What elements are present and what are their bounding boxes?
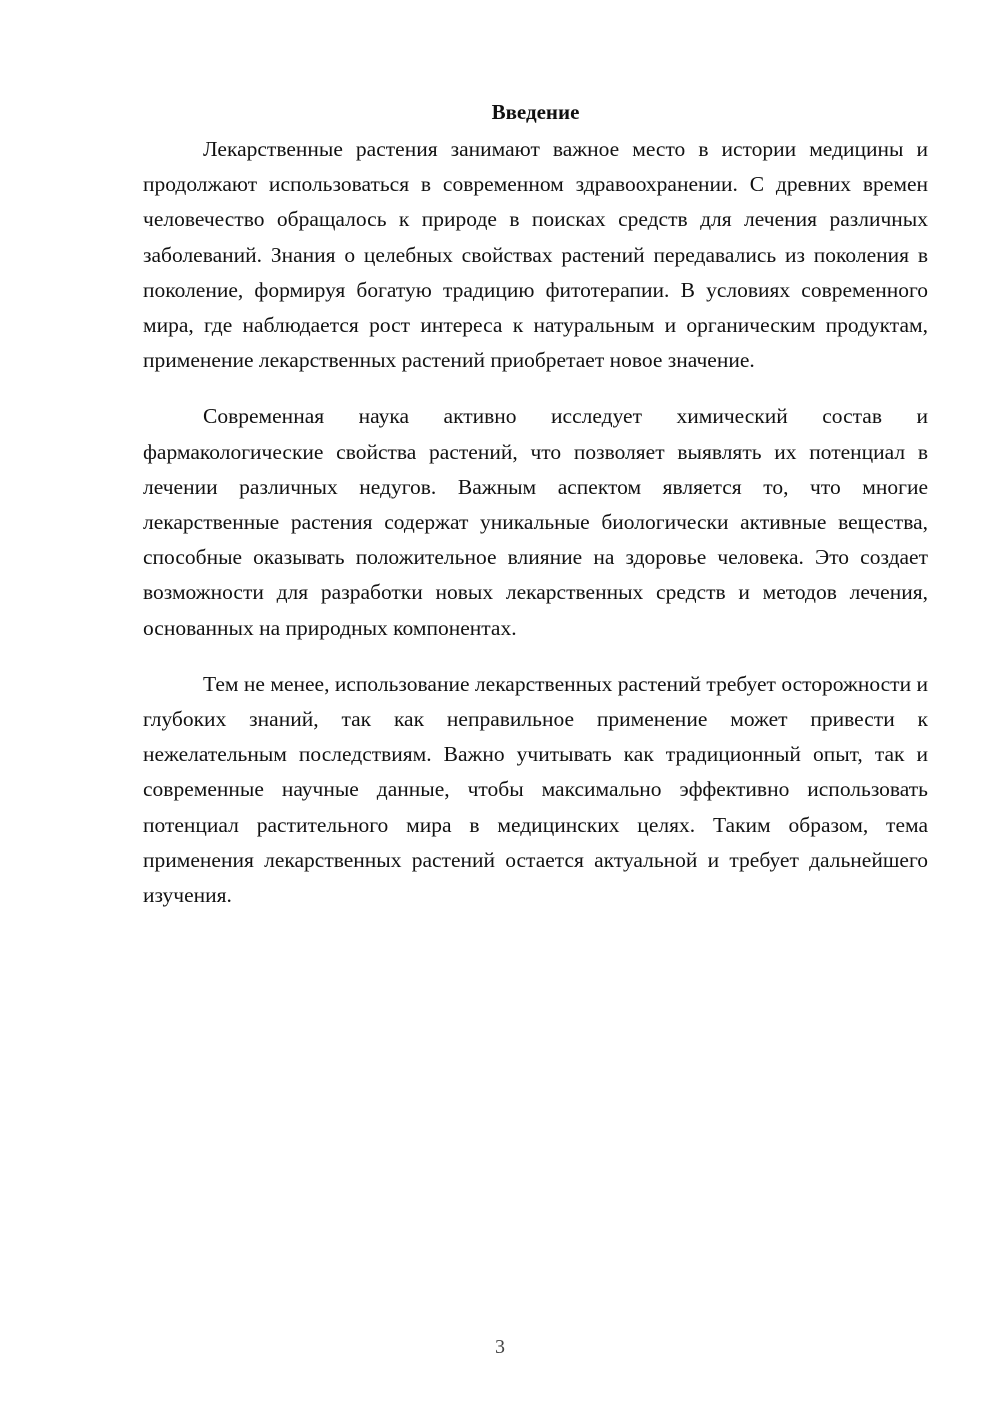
page-content bbox=[143, 96, 928, 913]
paragraph: Лекарственные растения занимают важное место в истории медицины и продолжают использоваться в современном здравоохранении. С древних времен человечество обращалось к природе в поисках средств для лечения различных заболеваний. Знания о целебных свойствах растений передавались из поколения в поколение, формируя богатую традицию фитотерапии. В условиях современного мира, где наблюдается рост интереса к натуральным и органическим продуктам, применение лекарственных растений приобретает новое значение. bbox=[143, 137, 928, 373]
paragraph: Тем не менее, использование лекарственных растений требует осторожности и глубоких знаний, так как неправильное применение может привести к нежелательным последствиям. Важно учитывать как традиционный опыт, так и современные научные данные, чтобы максимально эффективно использовать потенциал растительного мира в медицинских целях. Таким образом, тема применения лекарственных растений остается актуальной и требует дальнейшего изучения. bbox=[143, 671, 928, 908]
page-number: 3 bbox=[495, 1336, 505, 1358]
paragraph: Современная наука активно исследует химический состав и фармакологические свойства растений, что позволяет выявлять их потенциал в лечении различных недугов. Важным аспектом является то, что многие лекарственные растения содержат уникальные биологически активные вещества, способные оказывать положительное влияние на здоровье человека. Это создает возможности для разработки новых лекарственных средств и методов лечения, основанных на природных компонентах. bbox=[143, 404, 928, 640]
section-title: Введение bbox=[491, 100, 580, 124]
